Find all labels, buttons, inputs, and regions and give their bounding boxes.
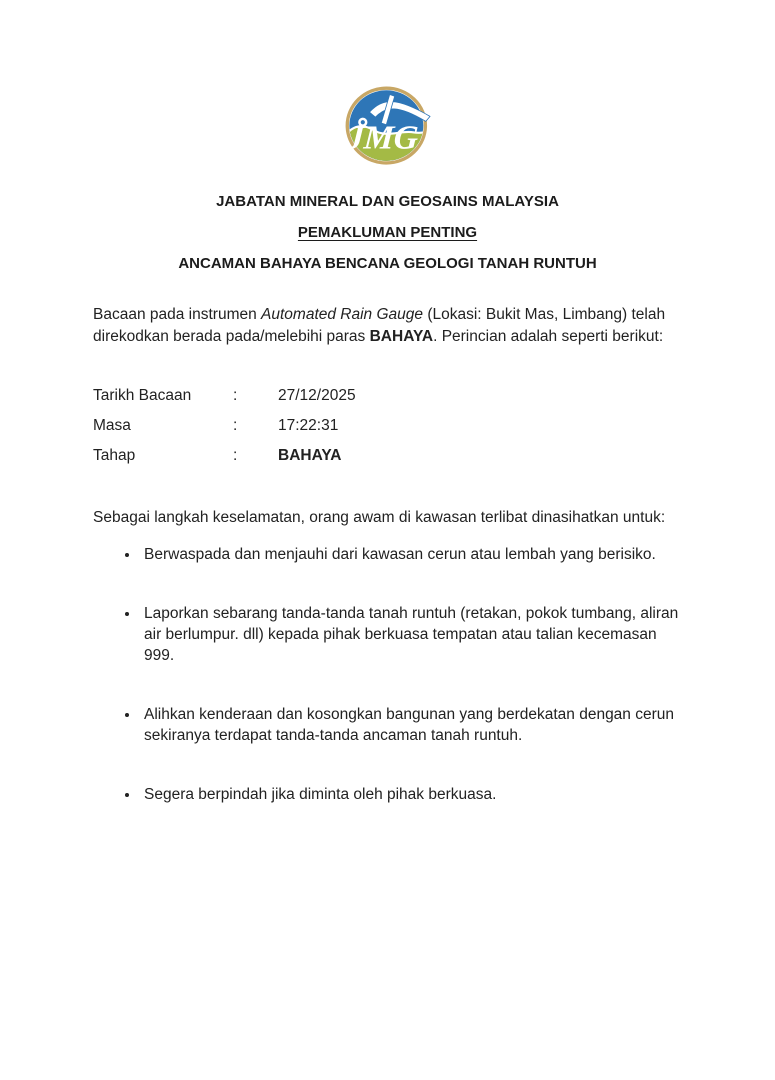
intro-text-3: . Perincian adalah seperti berikut:	[433, 327, 664, 345]
advisory-item: • Segera berpindah jika diminta oleh pihak berkuasa.	[140, 784, 683, 805]
advisory-item: • Berwaspada dan menjauhi dari kawasan cerun atau lembah yang berisiko.	[140, 544, 683, 565]
detail-label-level: Tahap	[93, 447, 136, 464]
alert-level-inline: BAHAYA	[369, 327, 434, 345]
detail-separator: :	[233, 447, 238, 464]
agency-logo	[0, 0, 775, 166]
intro-paragraph	[93, 304, 683, 347]
logo-acronym: JMG	[345, 119, 419, 157]
detail-label-date: Tarikh Bacaan	[93, 387, 192, 404]
intro-text-1: Bacaan pada instrumen	[93, 306, 262, 323]
advisory-list	[93, 544, 683, 805]
detail-value-time: 17:22:31	[278, 417, 339, 434]
detail-value-date: 27/12/2025	[278, 387, 356, 404]
instrument-name: Automated Rain Gauge	[261, 306, 424, 323]
advisory-item: • Alihkan kenderaan dan kosongkan bangunan yang berdekatan dengan cerun sekiranya terdapat tanda-tanda ancaman tanah runtuh.	[140, 704, 683, 746]
jmg-logo-graphic	[346, 86, 430, 166]
detail-value-level: BAHAYA	[278, 447, 342, 464]
intro-text-2: (Lokasi: Bukit Mas, Limbang) telah direkodkan berada pada/melebihi paras	[93, 306, 666, 345]
advisory-item: • Laporkan sebarang tanda-tanda tanah runtuh (retakan, pokok tumbang, aliran air berlumpur. dll) kepada pihak berkuasa tempatan atau talian kecemasan 999.	[140, 603, 683, 666]
document-body	[0, 304, 775, 805]
detail-separator: :	[233, 387, 238, 404]
detail-label-time: Masa	[93, 417, 131, 434]
notice-type-heading: PEMAKLUMAN PENTING	[297, 224, 478, 241]
notice-subject-heading: ANCAMAN BAHAYA BENCANA GEOLOGI TANAH RUNTUH	[178, 255, 597, 272]
detail-separator: :	[233, 417, 238, 434]
reading-details-table	[93, 385, 683, 466]
advisory-lead-text: Sebagai langkah keselamatan, orang awam di kawasan terlibat dinasihatkan untuk:	[93, 509, 666, 526]
agency-name-heading: JABATAN MINERAL DAN GEOSAINS MALAYSIA	[216, 193, 559, 210]
